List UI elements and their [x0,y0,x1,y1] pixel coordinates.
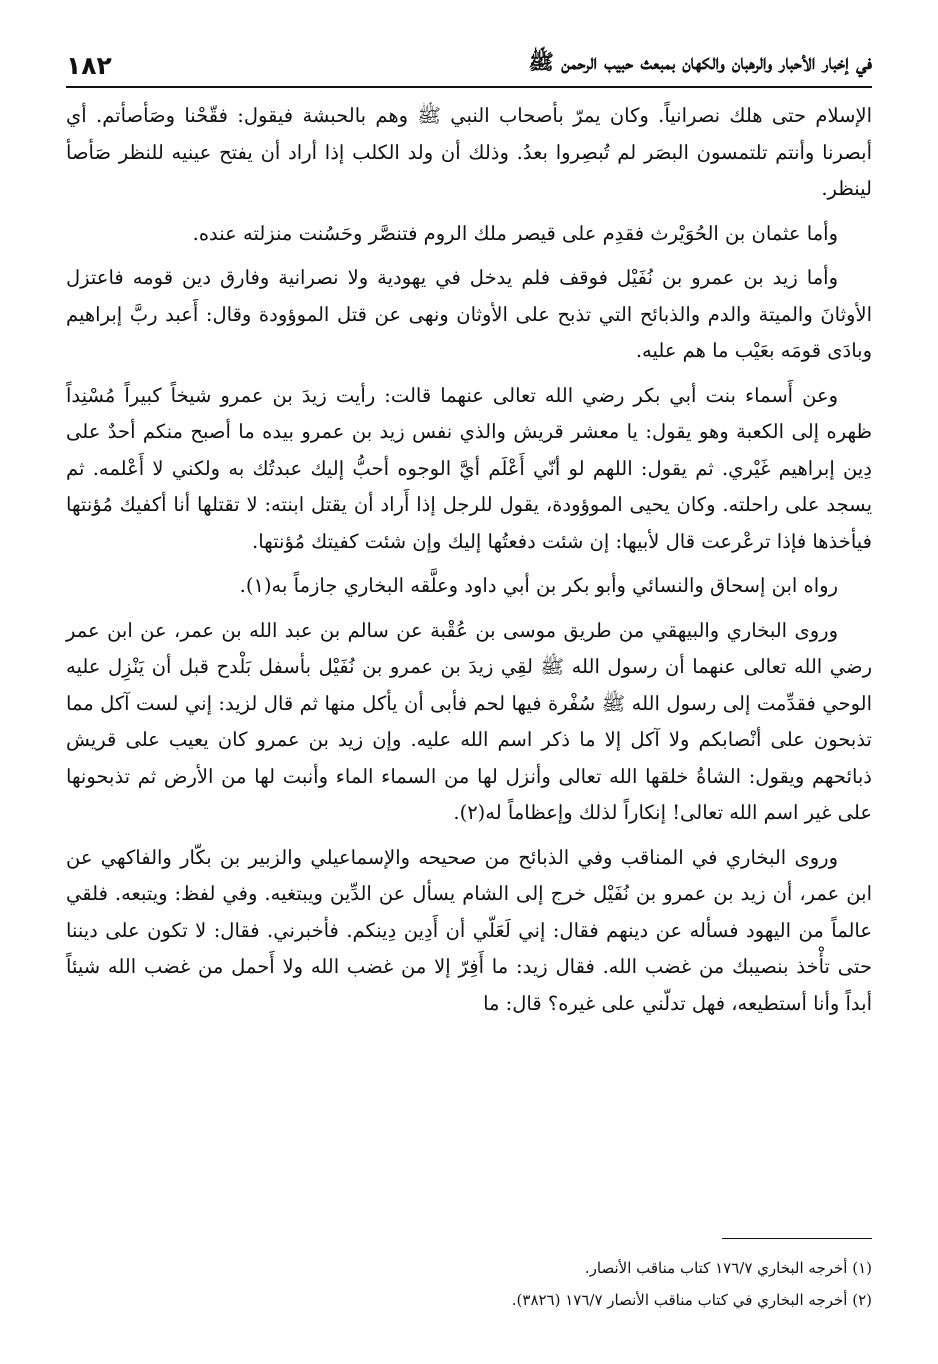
paragraph: وأما عثمان بن الحُوَيْرث فقدِم على قيصر ملك الروم فتنصَّر وحَسُنت منزلته عنده. [192,221,838,245]
footnotes [66,1252,872,1316]
paragraph: وروى البخاري والبيهقي من طريق موسى بن عُقْبة عن سالم بن عبد الله بن عمر، عن ابن عمر رضي الله تعالى عنهما أن رسول الله ﷺ لقِي زيدَ بن عمرو بن نُفَيْل بأسفل بَلْدح قبل أن يَنْزِل عليه الوحي فقدِّمت إلى رسول الله ﷺ سُفْرة فيها لحم فأبى أن يأكل منها ثم قال لزيد: إني لست آكل مما تذبحون على أنْصابكم ولا آكل إلا ما ذكر اسم الله عليه. وإن زيد بن عمرو كان يعيب على قريش ذبائحهم ويقول: الشاةُ خلقها الله تعالى وأنزل لها من السماء الماء وأنبت لها من الأرض ثم تذبحونها على غير اسم الله تعالى! إنكاراً لذلك وإعظاماً له(٢). [66,618,872,824]
paragraph: رواه ابن إسحاق والنسائي وأبو بكر بن أبي داود وعلَّقه البخاري جازماً به(١). [239,574,838,597]
footnote-divider [722,1238,872,1239]
paragraph: وأما زيد بن عمرو بن نُفَيْل فوقف فلم يدخل في يهودية ولا نصرانية وفارق دين قومه فاعتزل الأوثانَ والميتة والدم والذبائح التي تذبح على الأوثان ونهى عن قتل الموؤودة وقال: أَعبد ربَّ إبراهيم وبادَى قومَه بعَيْب ما هم عليه. [66,266,872,362]
running-title: في إخبار الأحبار والرهبان والكهان بمبعث حبيب الرحمن ﷺ [528,49,872,74]
footnote: (٢) أخرجه البخاري في كتاب مناقب الأنصار ١٧٦/٧ (٣٨٢٦). [511,1291,872,1309]
footnote: (١) أخرجه البخاري ١٧٦/٧ كتاب مناقب الأنصار. [584,1259,872,1277]
page-number: ١٨٢ [66,51,112,80]
paragraph: وروى البخاري في المناقب وفي الذبائح من صحيحه والإسماعيلي والزبير بن بكّار والفاكهي عن ابن عمر، أن زيد بن عمرو بن نُفَيْل خرج إلى الشام يسأل عن الدِّين ويبتغيه. وفي لفظ: ويتبعه. فلقي عالماً من اليهود فسأله عن دينهم فقال: إني لَعَلّي أن أَدِين دِينكم. فأخبرني. فقال: لا تكون على ديننا حتى تأْخذ بنصيبك من غضب الله. فقال زيد: ما أَفِرّ إلا من غضب الله ولا أَحمل من غضب الله شيئاً أبداً وأنا أستطيعه، فهل تدلّني على غيره؟ قال: ما [66,845,872,1015]
book-page [66,40,872,1340]
running-header [66,40,872,88]
paragraph: وعن أَسماء بنت أبي بكر رضي الله تعالى عنهما قالت: رأيت زيدَ بن عمرو شيخاً كبيراً مُسْنِداً ظهره إلى الكعبة وهو يقول: يا معشر قريش والذي نفس زيد بن عمرو بيده ما أصبح منكم أحدٌ على دِين إبراهيم غَيْري. ثم يقول: اللهم لو أنّي أَعْلَم أيَّ الوجوه أحبُّ إليك عبدتُك به ولكني لا أَعْلمه. ثم يسجد على راحلته. وكان يحيى الموؤودة، يقول للرجل إذا أَراد أن يقتل ابنته: لا تقتلها أنا أكفيك مُؤنتها فيأخذها فإذا ترعْرعت قال لأبيها: إن شئت دفعتُها إليك وإن شئت كفيتك مُؤنتها. [66,383,872,553]
main-text [66,98,872,1022]
paragraph: الإسلام حتى هلك نصرانياً. وكان يمرّ بأصحاب النبي ﷺ وهم بالحبشة فيقول: فقّحْنا وصَأصأتم. أي أبصرنا وأنتم تلتمسون البصَر لم تُبصِروا بعدُ. وذلك أن ولد الكلب إذا أراد أن يفتح عينيه للنظر صَأصأ لينظر. [66,104,872,200]
